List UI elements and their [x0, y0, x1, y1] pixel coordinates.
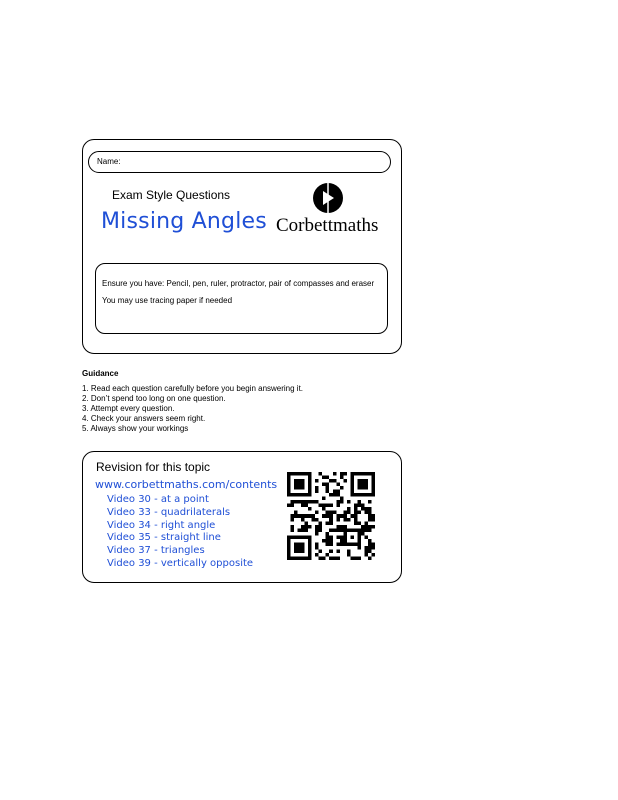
equipment-line-2: You may use tracing paper if needed [102, 296, 233, 305]
video-link[interactable]: Video 30 - at a point [107, 494, 209, 505]
guidance-item: 2. Don’t spend too long on one question. [82, 394, 226, 403]
name-label: Name: [97, 157, 121, 166]
guidance-item: 3. Attempt every question. [82, 404, 175, 413]
video-link[interactable]: Video 35 - straight line [107, 532, 221, 544]
page-title: Missing Angles [101, 209, 267, 234]
guidance-list [82, 384, 303, 434]
revision-title: Revision for this topic [96, 460, 211, 474]
equipment-line-1: Ensure you have: Pencil, pen, ruler, protractor, pair of compasses and eraser [102, 279, 375, 288]
video-list [107, 494, 253, 571]
guidance-item: 1. Read each question carefully before you begin answering it. [82, 384, 304, 393]
video-link[interactable]: Video 39 - vertically opposite [107, 557, 254, 569]
guidance-item: 4. Check your answers seem right. [82, 414, 206, 423]
guidance-item: 5. Always show your workings [82, 424, 189, 433]
contents-link[interactable]: www.corbettmaths.com/contents [95, 478, 278, 491]
qr-code-icon [287, 472, 375, 560]
exam-title: Exam Style Questions [112, 188, 231, 202]
video-link[interactable]: Video 34 - right angle [107, 519, 216, 531]
video-link[interactable]: Video 37 - triangles [107, 545, 205, 557]
guidance-title: Guidance [82, 369, 119, 378]
video-link[interactable]: Video 33 - quadrilaterals [107, 506, 231, 518]
logo-text: Corbettmaths [276, 215, 379, 236]
name-field[interactable] [88, 151, 391, 173]
